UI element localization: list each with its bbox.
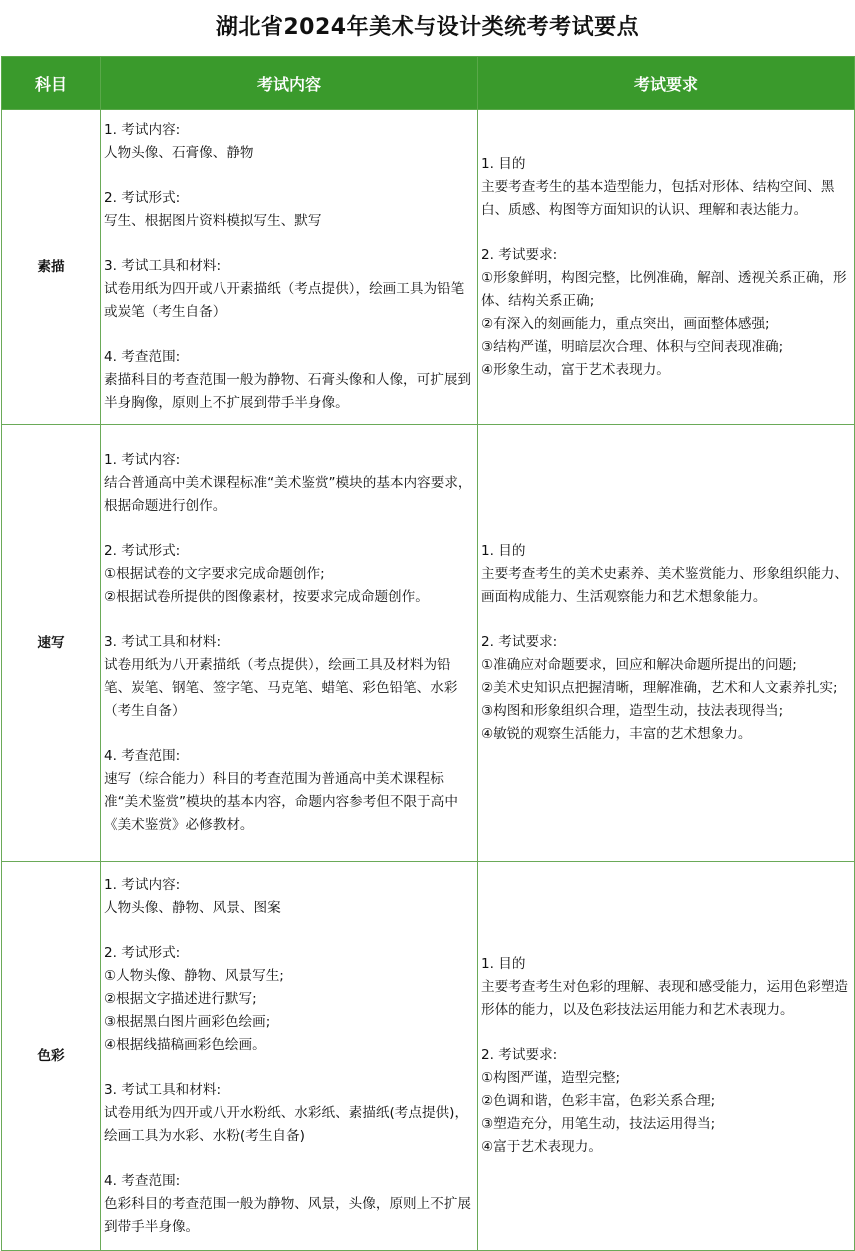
content-paragraph: 3. 考试工具和材料: 试卷用纸为四开或八开水粉纸、水彩纸、素描纸(考点提供)，绘画工具为水彩、水粉(考生自备) <box>104 1081 469 1144</box>
requirements-paragraph: 2. 考试要求: ①构图严谨，造型完整; ②色调和谐，色彩丰富，色彩关系合理; ③塑造充分，用笔生动，技法运用得当; ④富于艺术表现力。 <box>481 1047 716 1155</box>
content-paragraph: 4. 考查范围: 素描科目的考查范围一般为静物、石膏头像和人像，可扩展到半身胸像，原则上不扩展到带手半身像。 <box>104 349 472 411</box>
subject-cell: 色彩 <box>2 862 101 1251</box>
requirements-cell <box>478 110 855 425</box>
exam-table <box>1 56 855 1251</box>
table-row <box>2 425 855 862</box>
content-paragraph: 1. 考试内容: 人物头像、石膏像、静物 <box>104 122 254 161</box>
requirements-paragraph: 2. 考试要求: ①形象鲜明，构图完整，比例准确，解剖、透视关系正确，形体、结构关系正确; ②有深入的刻画能力，重点突出，画面整体感强; ③结构严谨，明暗层次合理、体积与空间表现准确; ④形象生动，富于艺术表现力。 <box>481 246 847 378</box>
header-requirements: 考试要求 <box>478 57 855 110</box>
content-paragraph: 4. 考查范围: 色彩科目的考查范围一般为静物、风景，头像，原则上不扩展到带手半身像。 <box>104 1172 472 1235</box>
content-paragraph: 4. 考查范围: 速写（综合能力）科目的考查范围为普通高中美术课程标准“美术鉴赏”模块的基本内容，命题内容参考但不限于高中《美术鉴赏》必修教材。 <box>104 748 458 833</box>
requirements-paragraph: 1. 目的 主要考查考生对色彩的理解、表现和感受能力，运用色彩塑造形体的能力，以及色彩技法运用能力和艺术表现力。 <box>481 956 849 1018</box>
content-paragraph: 3. 考试工具和材料: 试卷用纸为八开素描纸（考点提供），绘画工具及材料为铅笔、炭笔、钢笔、签字笔、马克笔、蜡笔、彩色铅笔、水彩（考生自备） <box>104 634 458 719</box>
requirements-paragraph: 2. 考试要求: ①准确应对命题要求，回应和解决命题所提出的问题; ②美术史知识点把握清晰，理解准确，艺术和人文素养扎实; ③构图和形象组织合理，造型生动，技法表现得当; ④敏锐的观察生活能力，丰富的艺术想象力。 <box>481 634 838 742</box>
header-subject: 科目 <box>2 57 101 110</box>
content-paragraph: 1. 考试内容: 人物头像、静物、风景、图案 <box>104 876 281 916</box>
content-cell <box>101 862 478 1251</box>
content-paragraph: 1. 考试内容: 结合普通高中美术课程标准“美术鉴赏”模块的基本内容要求，根据命题进行创作。 <box>104 452 472 514</box>
table-row <box>2 110 855 425</box>
content-paragraph: 3. 考试工具和材料: 试卷用纸为四开或八开素描纸（考点提供），绘画工具为铅笔或炭笔（考生自备） <box>104 258 465 320</box>
content-paragraph: 2. 考试形式: ①人物头像、静物、风景写生; ②根据文字描述进行默写; ③根据黑白图片画彩色绘画; ④根据线描稿画彩色绘画。 <box>104 944 284 1053</box>
requirements-cell <box>478 425 855 862</box>
requirements-paragraph: 1. 目的 主要考查考生的基本造型能力，包括对形体、结构空间、黑白、质感、构图等方面知识的认识、理解和表达能力。 <box>481 155 835 218</box>
content-paragraph: 2. 考试形式: 写生、根据图片资料模拟写生、默写 <box>104 190 322 229</box>
subject-cell: 素描 <box>2 110 101 425</box>
subject-cell: 速写 <box>2 425 101 862</box>
content-cell <box>101 425 478 862</box>
content-cell <box>101 110 478 425</box>
requirements-paragraph: 1. 目的 主要考查考生的美术史素养、美术鉴赏能力、形象组织能力、画面构成能力、生活观察能力和艺术想象能力。 <box>481 543 849 605</box>
content-paragraph: 2. 考试形式: ①根据试卷的文字要求完成命题创作; ②根据试卷所提供的图像素材，按要求完成命题创作。 <box>104 543 429 605</box>
header-row <box>2 57 855 110</box>
requirements-cell <box>478 862 855 1251</box>
page-title: 湖北省2024年美术与设计类统考考试要点 <box>215 15 640 40</box>
header-content: 考试内容 <box>101 57 478 110</box>
table-row <box>2 862 855 1251</box>
